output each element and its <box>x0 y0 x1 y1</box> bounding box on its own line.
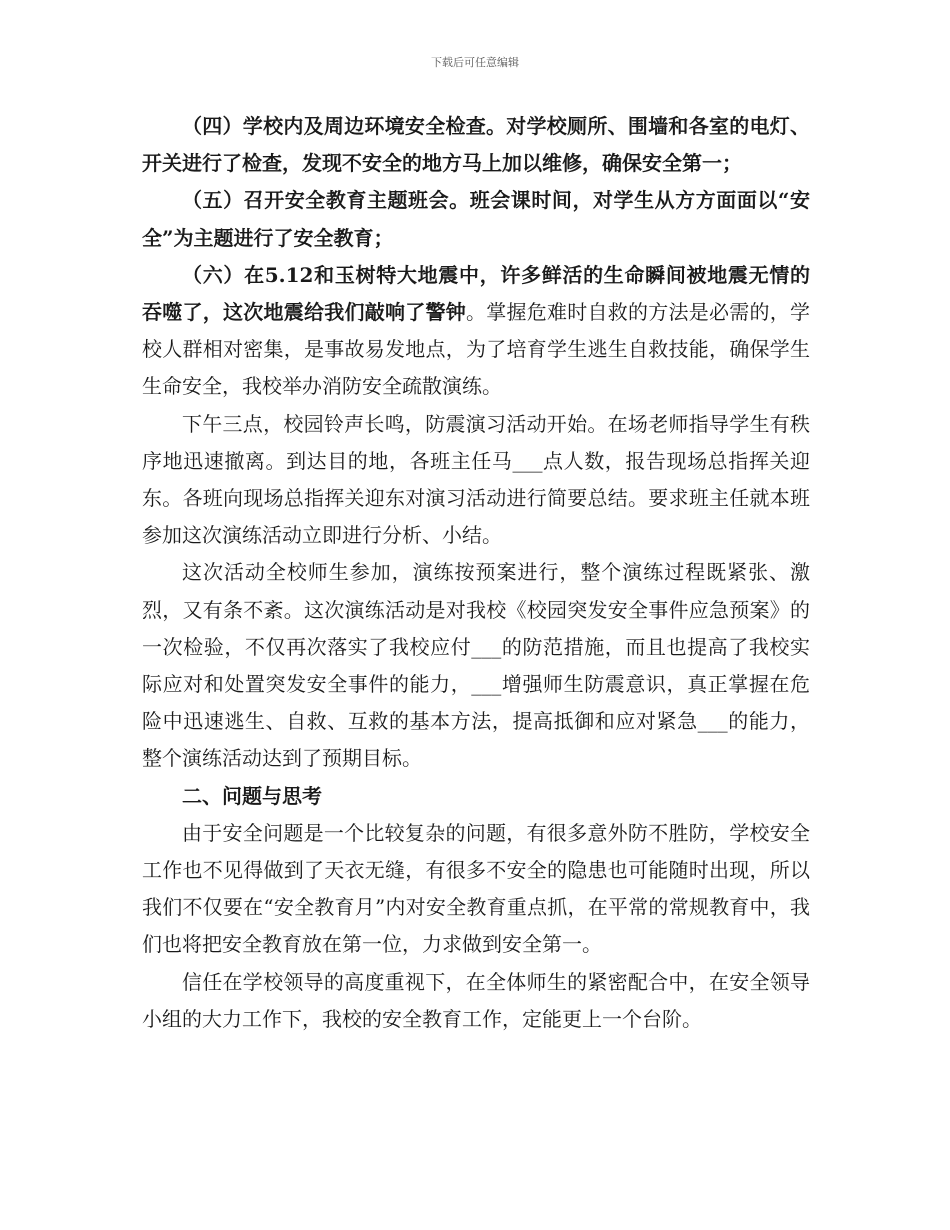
heading-problems-and-thoughts: 二、问题与思考 <box>182 783 322 808</box>
paragraph-section-4: （四）学校内及周边环境安全检查。对学校厕所、围墙和各室的电灯、开关进行了检查，发现不安全的地方马上加以维修，确保安全第一； <box>142 114 810 176</box>
paragraph-section-6 <box>142 257 810 406</box>
paragraph-section-5: （五）召开安全教育主题班会。班会课时间，对学生从方方面面以“安全”为主题进行了安全教育； <box>142 188 810 250</box>
document-body <box>142 108 810 1038</box>
paragraph-conclusion: 信任在学校领导的高度重视下，在全体师生的紧密配合中，在安全领导小组的大力工作下，我校的安全教育工作，定能更上一个台阶。 <box>142 969 810 1031</box>
paragraph-drill-summary: 这次活动全校师生参加，演练按预案进行，整个演练过程既紧张、激烈，又有条不紊。这次演练活动是对我校《校园突发安全事件应急预案》的一次检验，不仅再次落实了我校应付___的防范措施，而且也提高了我校实际应对和处置突发安全事件的能力，___增强师生防震意识，真正掌握在危险中迅速逃生、自救、互救的基本方法，提高抵御和应对紧急___的能力，整个演练活动达到了预期目标。 <box>142 560 810 771</box>
page-header: 下载后可任意编辑 <box>431 56 519 69</box>
paragraph-section-6-bold: （六）在5.12和玉树特大地震中，许多鲜活的生命瞬间被地震无情的吞噬了，这次地震给我们敲响了警钟 <box>142 262 810 325</box>
paragraph-problems: 由于安全问题是一个比较复杂的问题，有很多意外防不胜防，学校安全工作也不见得做到了天衣无缝，有很多不安全的隐患也可能随时出现，所以我们不仅要在“安全教育月”内对安全教育重点抓，在平常的常规教育中，我们也将把安全教育放在第一位，力求做到安全第一。 <box>142 820 810 957</box>
paragraph-drill-process: 下午三点，校园铃声长鸣，防震演习活动开始。在场老师指导学生有秩序地迅速撤离。到达目的地，各班主任马___点人数，报告现场总指挥关迎东。各班向现场总指挥关迎东对演习活动进行简要总结。要求班主任就本班参加这次演练活动立即进行分析、小结。 <box>142 411 810 548</box>
paragraph-section-6-rest: 。掌握危难时自救的方法是必需的，学校人群相对密集，是事故易发地点，为了培育学生逃生自救技能，确保学生生命安全，我校举办消防安全疏散演练。 <box>142 300 810 399</box>
